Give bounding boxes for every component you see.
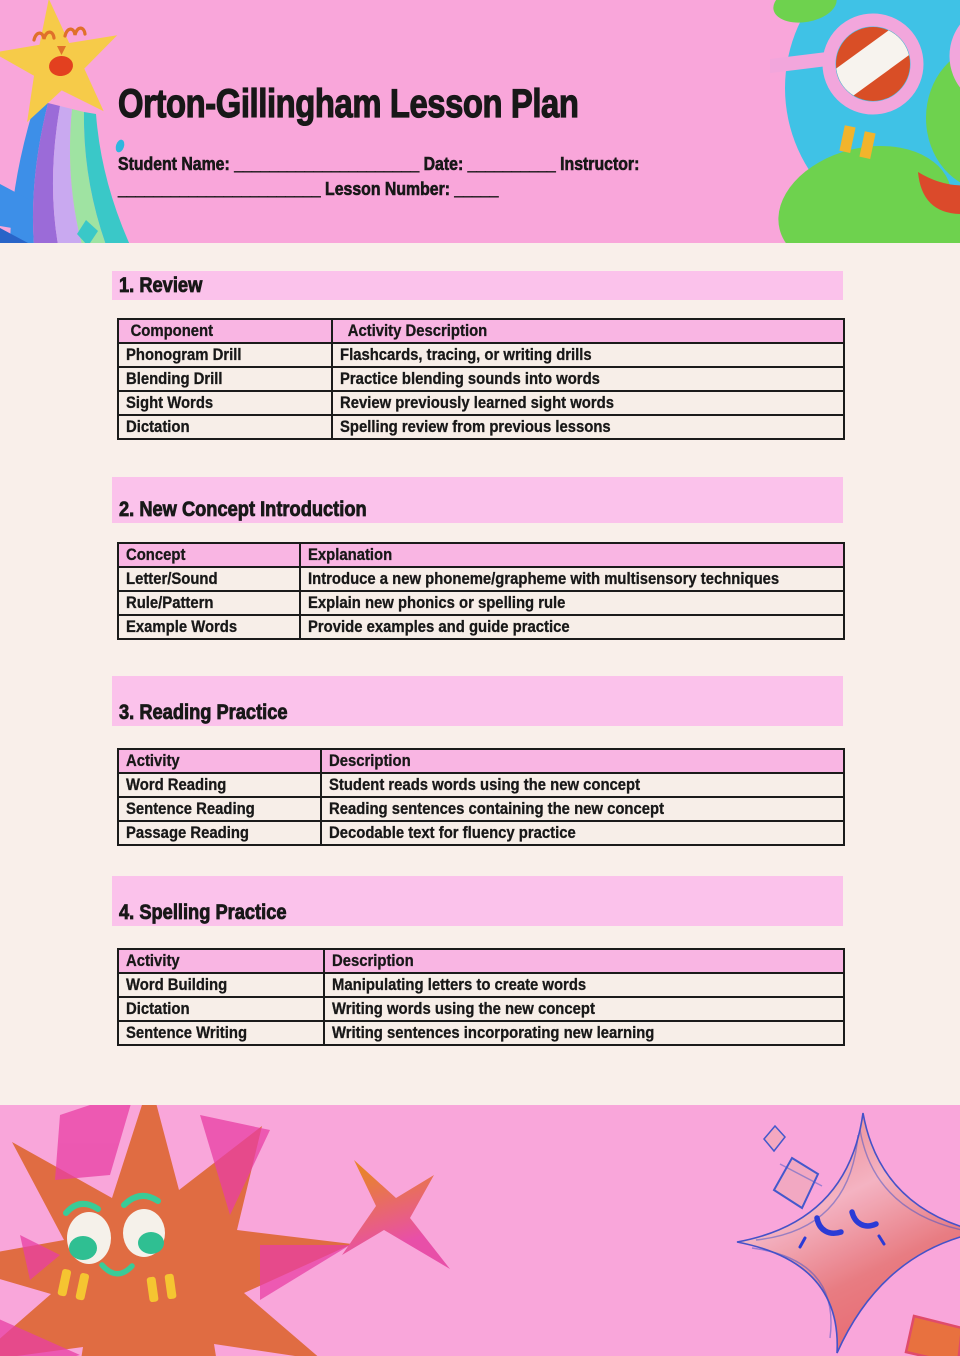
table-row	[118, 821, 844, 845]
student-info-line2	[118, 177, 498, 201]
table-row	[118, 391, 844, 415]
table-row	[118, 773, 844, 797]
section-3-title: 3. Reading Practice	[119, 700, 288, 724]
table-cell: Word Reading	[118, 773, 321, 797]
table-cell: Writing words using the new concept	[324, 997, 844, 1021]
student-name-blank: _____________________	[234, 154, 420, 174]
table-header: Activity Description	[332, 319, 844, 343]
instructor-label: Instructor:	[560, 154, 640, 174]
table-row	[118, 591, 844, 615]
instructor-blank: _______________________	[118, 179, 321, 199]
table-header-row	[118, 319, 844, 343]
table-header-row	[118, 949, 844, 973]
table-cell: Manipulating letters to create words	[324, 973, 844, 997]
header-band	[0, 0, 960, 243]
table-cell: Blending Drill	[118, 367, 332, 391]
section-3-heading-bar	[112, 676, 843, 726]
table-header: Concept	[118, 543, 300, 567]
table-row	[118, 415, 844, 439]
table-cell: Reading sentences containing the new concept	[321, 797, 844, 821]
table-cell: Sight Words	[118, 391, 332, 415]
table-cell: Dictation	[118, 415, 332, 439]
sparkle-star-icon	[332, 1152, 457, 1274]
table-header: Explanation	[300, 543, 844, 567]
lesson-number-blank: _____	[454, 179, 499, 199]
student-name-label: Student Name:	[118, 154, 230, 174]
table-cell: Flashcards, tracing, or writing drills	[332, 343, 844, 367]
table-cell: Passage Reading	[118, 821, 321, 845]
table-cell: Writing sentences incorporating new learning	[324, 1021, 844, 1045]
table-header: Activity	[118, 949, 324, 973]
section-4-heading-bar	[112, 876, 843, 926]
table-cell: Provide examples and guide practice	[300, 615, 844, 639]
table-cell: Sentence Writing	[118, 1021, 324, 1045]
table-row	[118, 367, 844, 391]
section-1-title: 1. Review	[119, 273, 203, 297]
review-table	[117, 318, 845, 440]
table-header: Component	[118, 319, 332, 343]
diamond-star-character-icon	[700, 1105, 960, 1356]
date-blank: __________	[467, 154, 556, 174]
table-header: Description	[321, 749, 844, 773]
section-2-title: 2. New Concept Introduction	[119, 497, 367, 521]
table-row	[118, 567, 844, 591]
table-row	[118, 973, 844, 997]
table-cell: Student reads words using the new concept	[321, 773, 844, 797]
table-cell: Explain new phonics or spelling rule	[300, 591, 844, 615]
footer-band	[0, 1105, 960, 1356]
table-cell: Letter/Sound	[118, 567, 300, 591]
table-row	[118, 1021, 844, 1045]
table-cell: Phonogram Drill	[118, 343, 332, 367]
lesson-number-label: Lesson Number:	[325, 179, 451, 199]
section-2-heading-bar	[112, 477, 843, 523]
table-header-row	[118, 543, 844, 567]
table-cell: Sentence Reading	[118, 797, 321, 821]
table-cell: Rule/Pattern	[118, 591, 300, 615]
table-header: Description	[324, 949, 844, 973]
spelling-practice-table	[117, 948, 845, 1046]
table-row	[118, 615, 844, 639]
reading-practice-table	[117, 748, 845, 846]
table-cell: Example Words	[118, 615, 300, 639]
globe-with-glasses-icon	[770, 0, 960, 243]
starburst-character-icon	[0, 1105, 360, 1356]
table-row	[118, 797, 844, 821]
table-cell: Practice blending sounds into words	[332, 367, 844, 391]
table-header: Activity	[118, 749, 321, 773]
table-cell: Introduce a new phoneme/grapheme with multisensory techniques	[300, 567, 844, 591]
table-row	[118, 343, 844, 367]
date-label: Date:	[423, 154, 464, 174]
new-concept-table	[117, 542, 845, 640]
table-cell: Decodable text for fluency practice	[321, 821, 844, 845]
section-1-heading-bar	[112, 271, 843, 300]
table-cell: Review previously learned sight words	[332, 391, 844, 415]
table-cell: Dictation	[118, 997, 324, 1021]
student-info-line1	[118, 152, 639, 176]
section-4-title: 4. Spelling Practice	[119, 900, 287, 924]
table-row	[118, 997, 844, 1021]
table-cell: Spelling review from previous lessons	[332, 415, 844, 439]
table-header-row	[118, 749, 844, 773]
table-cell: Word Building	[118, 973, 324, 997]
page-title: Orton-Gillingham Lesson Plan	[118, 82, 579, 126]
